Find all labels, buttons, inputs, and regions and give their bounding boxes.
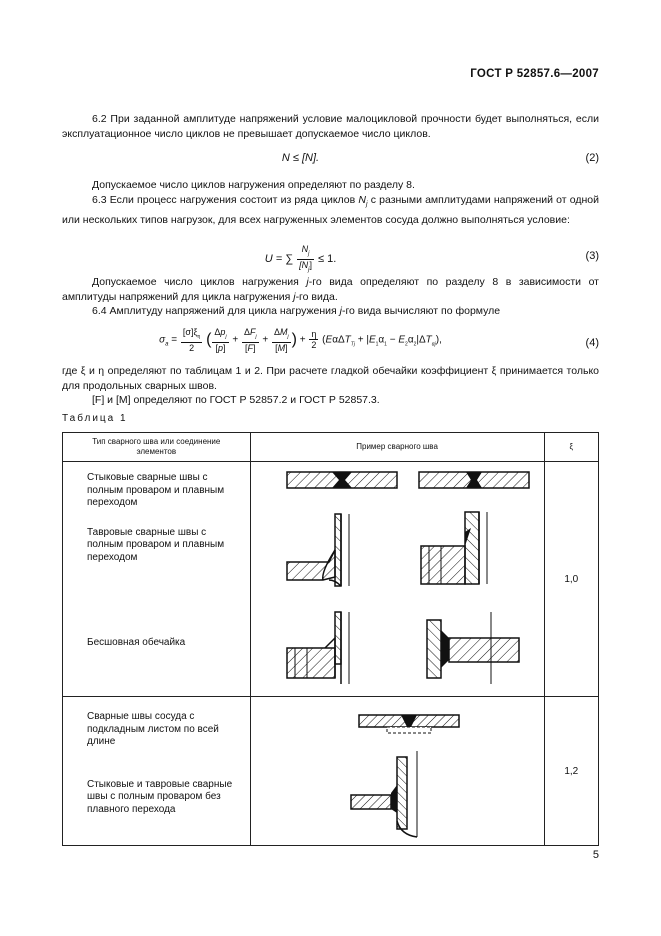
row2-example-cell <box>250 697 544 846</box>
table-row <box>63 462 599 697</box>
formula-2-expr: N ≤ [N]. <box>281 152 320 164</box>
table-title: Таблица 1 <box>62 413 128 424</box>
table-1 <box>62 432 599 846</box>
formula-3-fraction: $\frac{N_j}{[N_j]}$ <box>299 244 312 273</box>
row2-desc-cell <box>63 697 251 846</box>
paragraph-6-2-b: Допускаемое число циклов нагружения определяют по разделу 8. <box>92 179 415 191</box>
formula-2 <box>62 148 599 170</box>
standard-code: ГОСТ Р 52857.6—2007 <box>470 68 599 80</box>
paragraph-6-2: 6.2 При заданной амплитуде напряжений условие малоцикловой прочности будет выполняться, если эксплуатационное число циклов не превышает допускаемое число циклов. <box>62 113 599 140</box>
page-number: 5 <box>592 849 599 861</box>
formula-4-number: (4) <box>585 337 599 349</box>
row2-desc-backing: Сварные швы сосуда с подкладным листом по всей длине <box>87 711 219 747</box>
row1-desc-cell <box>63 462 251 697</box>
row1-desc-butt: Стыковые сварные швы с полным проваром и плавным переходом <box>87 472 225 508</box>
row2-desc-no-transition: Стыковые и тавровые сварные швы с полным проваром без плавного перехода <box>87 778 233 815</box>
butt-weld-diagram-left <box>287 472 397 488</box>
row1-xi-value: 1,0 <box>544 462 598 697</box>
row2-xi-value: 1,2 <box>544 697 598 846</box>
no-transition-weld-diagram <box>351 751 417 837</box>
table-header-row <box>63 433 599 462</box>
tee-weld-diagram-right <box>421 512 487 584</box>
header-weld-type: Тип сварного шва или соединение элементов <box>63 433 251 462</box>
row1-weld-drawings <box>251 462 544 696</box>
formula-3-number: (3) <box>585 250 599 262</box>
table-row <box>63 697 599 846</box>
row1-desc-tee: Тавровые сварные швы с полным проваром и плавным переходом <box>87 526 225 563</box>
paragraph-6-3: 6.3 Если процесс нагружения состоит из ряда циклов $N_j$ с разными амплитудами напряжений от одной или нескольких типов нагрузок, для всех нагруженных элементов сосуда должно выполняться условие: <box>62 194 599 226</box>
paragraph-6-3-c: Допускаемое число циклов нагружения j-го вида определяют по разделу 8 в зависимости от амплитуды напряжений для цикла нагружения j-го вида. <box>62 276 599 303</box>
formula-4 <box>62 325 599 359</box>
seamless-shell-diagram-left <box>287 612 349 684</box>
row1-desc-seamless: Бесшовная обечайка <box>87 637 186 648</box>
backing-strip-weld-diagram <box>359 715 459 733</box>
header-xi: ξ <box>544 433 598 462</box>
header-example: Пример сварного шва <box>250 433 544 462</box>
paragraph-6-4: 6.4 Амплитуду напряжений для цикла нагружения j-го вида вычисляют по формуле <box>92 305 501 317</box>
row2-weld-drawings <box>251 697 544 845</box>
paragraph-fm: [F] и [M] определяют по ГОСТ Р 52857.2 и ГОСТ Р 52857.3. <box>92 394 380 406</box>
seamless-shell-diagram-right <box>427 612 519 684</box>
paragraph-where: где ξ и η определяют по таблицам 1 и 2. При расчете гладкой обечайки коэффициент ξ принимается только для продольных сварных швов. <box>62 365 599 392</box>
butt-weld-diagram-right <box>419 472 529 488</box>
tee-weld-diagram-left <box>287 514 349 586</box>
formula-3: U = ∑ $\frac{N_j}{[N_j]}$ ≤ 1. (3) <box>264 244 599 273</box>
formula-4-expr: $\sigma_a$ = $\frac{[\sigma]\xi_\eta}{2}$ ( $\frac{\Delta p_j}{[p]}$ + $\frac{\Delta F_j}{[F]}$ + $\frac{\Delta M_j}{[M]}$ ) + $\frac{\eta}{2}$ $(E\alpha\Delta T_{Tj} + |E_1\alpha_1 - E_2\alpha_2|\Delta T_{\alpha j})$, <box>159 327 442 353</box>
formula-2-number: (2) <box>585 152 599 164</box>
row1-example-cell <box>250 462 544 697</box>
